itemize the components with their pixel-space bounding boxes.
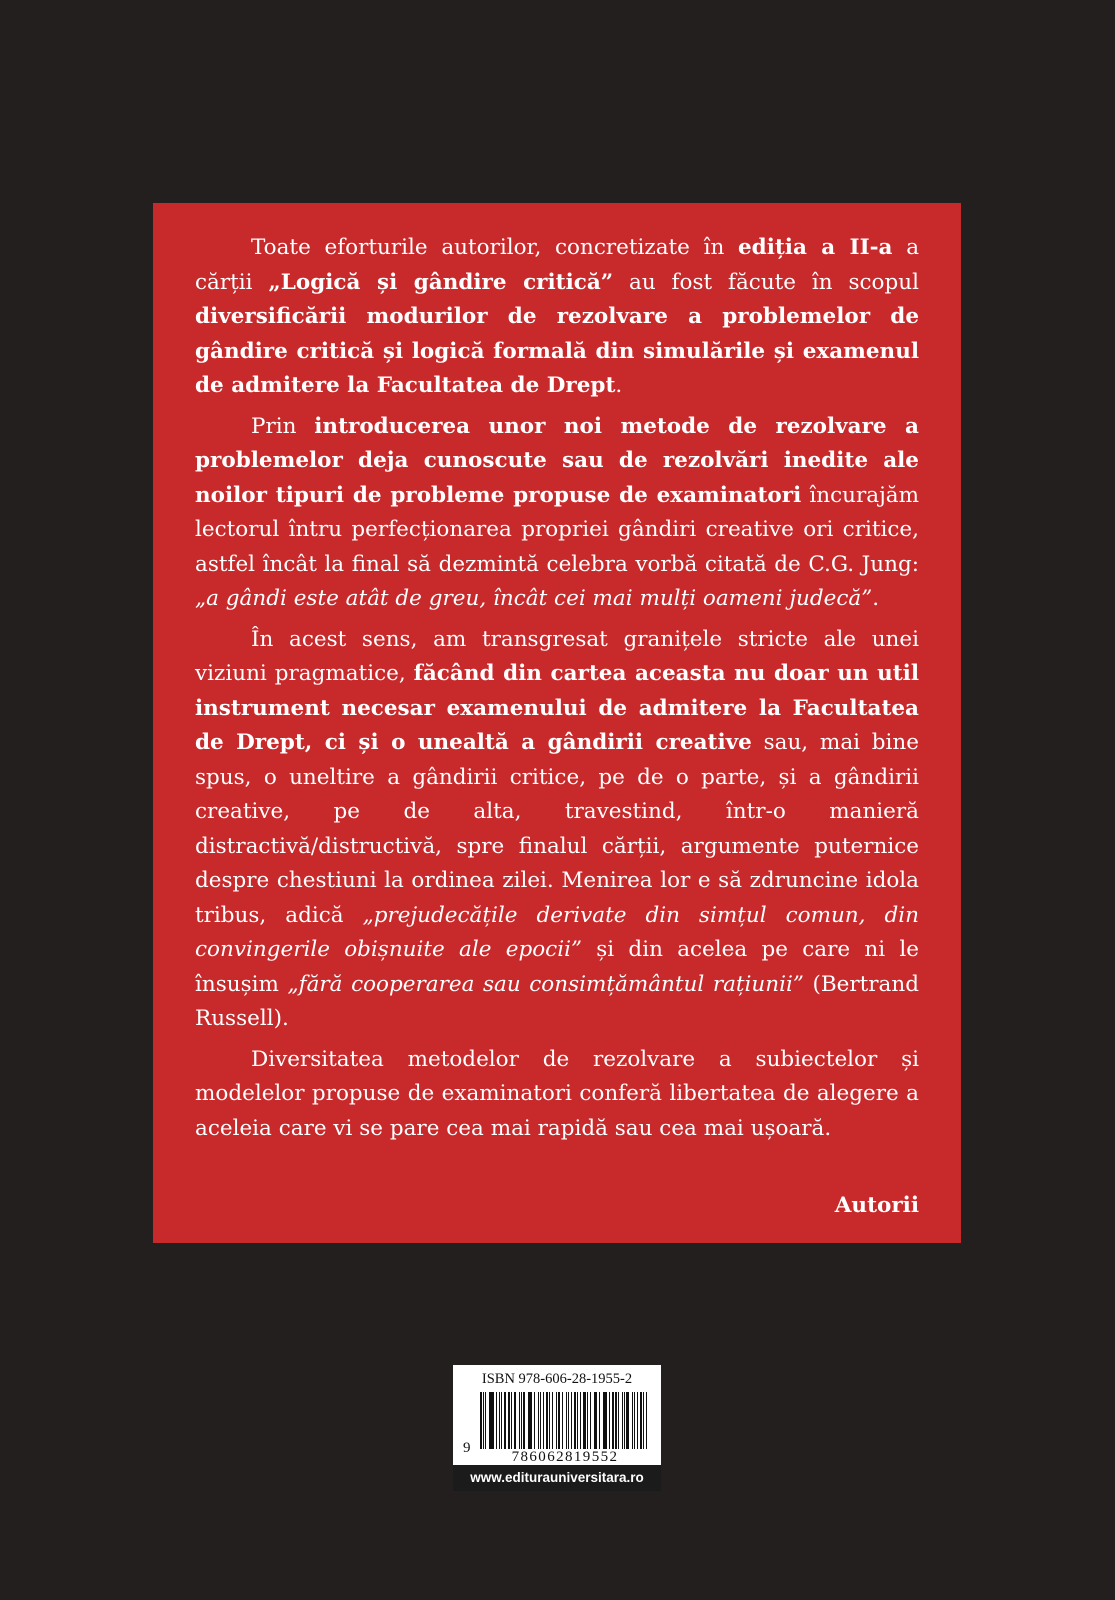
barcode-bar bbox=[646, 1392, 648, 1450]
text-run: Toate eforturile autorilor, concretizate în bbox=[251, 235, 738, 260]
paragraph-2 bbox=[195, 410, 919, 617]
barcode-bar bbox=[595, 1392, 597, 1450]
text-run: Diversitatea metodelor de rezolvare a subiectelor și modelelor propuse de examinatori conferă libertatea de alegere a aceleia care vi se pare cea mai rapidă sau cea mai ușoară. bbox=[195, 1046, 919, 1141]
barcode-bar bbox=[566, 1392, 568, 1450]
barcode-bar bbox=[540, 1392, 541, 1450]
text-run: În acest sens, am transgresat granițele stricte ale unei viziuni pragmatice, bbox=[195, 626, 919, 686]
bold-text: diversificării modurilor de rezolvare a problemelor de gândire critică și logică formală din simulările și examenul de admitere la Facultatea de Drept bbox=[195, 304, 919, 398]
text-run: au fost făcute în scopul bbox=[613, 269, 919, 295]
bold-text: „Logică și gândire critică” bbox=[268, 269, 614, 295]
isbn-barcode-box bbox=[453, 1365, 661, 1491]
barcode-bar bbox=[609, 1392, 610, 1450]
barcode-bar bbox=[514, 1392, 517, 1450]
text-run: a cărții bbox=[195, 235, 920, 295]
barcode-bar bbox=[538, 1392, 539, 1450]
barcode-bar bbox=[622, 1392, 623, 1450]
barcode-bar bbox=[568, 1392, 569, 1450]
authors-signature: Autorii bbox=[834, 1193, 919, 1218]
bold-text: introducerea unor noi metode de rezolvare a problemelor deja cunoscute sau de rezolvări inedite ale noilor tipuri de probleme propuse de examinatori bbox=[195, 413, 919, 508]
barcode-bar bbox=[511, 1392, 512, 1450]
barcode-bar bbox=[634, 1392, 635, 1450]
barcode-bar bbox=[521, 1392, 522, 1450]
barcode-bar bbox=[501, 1392, 502, 1450]
italic-quote: „prejudecățile derivate din simțul comun, din convingerile obișnuite ale epocii” bbox=[195, 902, 919, 962]
barcode-bar bbox=[577, 1392, 578, 1450]
barcode-bar bbox=[571, 1392, 572, 1450]
barcode-digits: 786062819552 bbox=[478, 1449, 652, 1466]
barcode-bar bbox=[626, 1392, 629, 1450]
barcode-bar bbox=[590, 1392, 591, 1450]
barcode-bar bbox=[632, 1392, 634, 1450]
barcode-graphic bbox=[480, 1392, 650, 1450]
barcode-bar bbox=[534, 1392, 536, 1450]
barcode-bar bbox=[543, 1392, 544, 1450]
bold-text: ediția a II-a bbox=[738, 235, 893, 260]
barcode-bar bbox=[483, 1392, 484, 1450]
barcode-bar bbox=[643, 1392, 644, 1450]
italic-quote: „fără cooperarea sau consimțământul rațiunii” bbox=[287, 971, 804, 997]
barcode-bar bbox=[583, 1392, 586, 1450]
barcode-bar bbox=[499, 1392, 500, 1450]
barcode-bar bbox=[637, 1392, 638, 1450]
barcode-bar bbox=[574, 1392, 576, 1450]
publisher-url: www.editurauniversitara.ro bbox=[453, 1465, 661, 1491]
text-run: . bbox=[872, 586, 880, 611]
italic-quote: „a gândi este atât de greu, încât cei mai mulți oameni judecă” bbox=[195, 586, 873, 611]
text-run: (Bertrand Russell). bbox=[195, 971, 919, 1031]
barcode-bar bbox=[549, 1392, 551, 1450]
barcode-bar bbox=[529, 1392, 532, 1450]
barcode-bar bbox=[489, 1392, 491, 1450]
barcode-bar bbox=[580, 1392, 581, 1450]
isbn-number: ISBN 978-606-28-1955-2 bbox=[481, 1371, 633, 1387]
bold-text: făcând din cartea aceasta nu doar un util instrument necesar examenului de admitere la Facultatea de Drept, ci și o unealtă a gândirii creative bbox=[195, 661, 919, 755]
barcode-bar bbox=[556, 1392, 557, 1450]
barcode-lead-digit: 9 bbox=[463, 1440, 471, 1456]
back-cover-text-panel bbox=[153, 203, 961, 1243]
barcode-bar bbox=[496, 1392, 497, 1450]
barcode-bar bbox=[552, 1392, 553, 1450]
paragraph-4 bbox=[195, 1043, 919, 1147]
barcode-bar bbox=[485, 1392, 486, 1450]
barcode-bar bbox=[612, 1392, 614, 1450]
text-run: . bbox=[615, 373, 623, 398]
barcode-bar bbox=[562, 1392, 563, 1450]
barcode-bar bbox=[519, 1392, 520, 1450]
barcode-bar bbox=[603, 1392, 604, 1450]
barcode-bar bbox=[618, 1392, 619, 1450]
barcode-bar bbox=[523, 1392, 525, 1450]
paragraph-1 bbox=[195, 231, 919, 404]
barcode-bar bbox=[558, 1392, 561, 1450]
paragraph-3 bbox=[195, 623, 919, 1037]
barcode-bar bbox=[546, 1392, 548, 1450]
barcode-bar bbox=[504, 1392, 506, 1450]
barcode-bar bbox=[624, 1392, 625, 1450]
barcode-bar bbox=[480, 1392, 482, 1450]
text-run: încurajăm lectorul întru perfecționarea propriei gândiri creative ori critice, astfel încât la final să dezmintă celebra vorbă citată de C.G. Jung: bbox=[195, 482, 919, 577]
barcode-bar bbox=[640, 1392, 642, 1450]
barcode-bar bbox=[594, 1392, 595, 1450]
barcode-bar bbox=[615, 1392, 617, 1450]
barcode-bar bbox=[587, 1392, 589, 1450]
text-run: Prin bbox=[251, 413, 315, 439]
barcode-bar bbox=[599, 1392, 600, 1450]
barcode-bar bbox=[528, 1392, 529, 1450]
barcode-bar bbox=[508, 1392, 510, 1450]
text-run: sau, mai bine spus, o uneltire a gândirii critice, pe de o parte, și a gândirii creative, pe de alta, travestind, într-o manieră distractivă/distructivă, spre finalul cărții, argumente puternice despre chestiuni la ordinea zilei. Menirea lor e să zdruncine idola tribus, adică bbox=[195, 730, 920, 928]
text-run: și din acelea pe care ni le însușim bbox=[195, 937, 919, 997]
barcode-bar bbox=[604, 1392, 607, 1450]
barcode-bar bbox=[491, 1392, 494, 1450]
